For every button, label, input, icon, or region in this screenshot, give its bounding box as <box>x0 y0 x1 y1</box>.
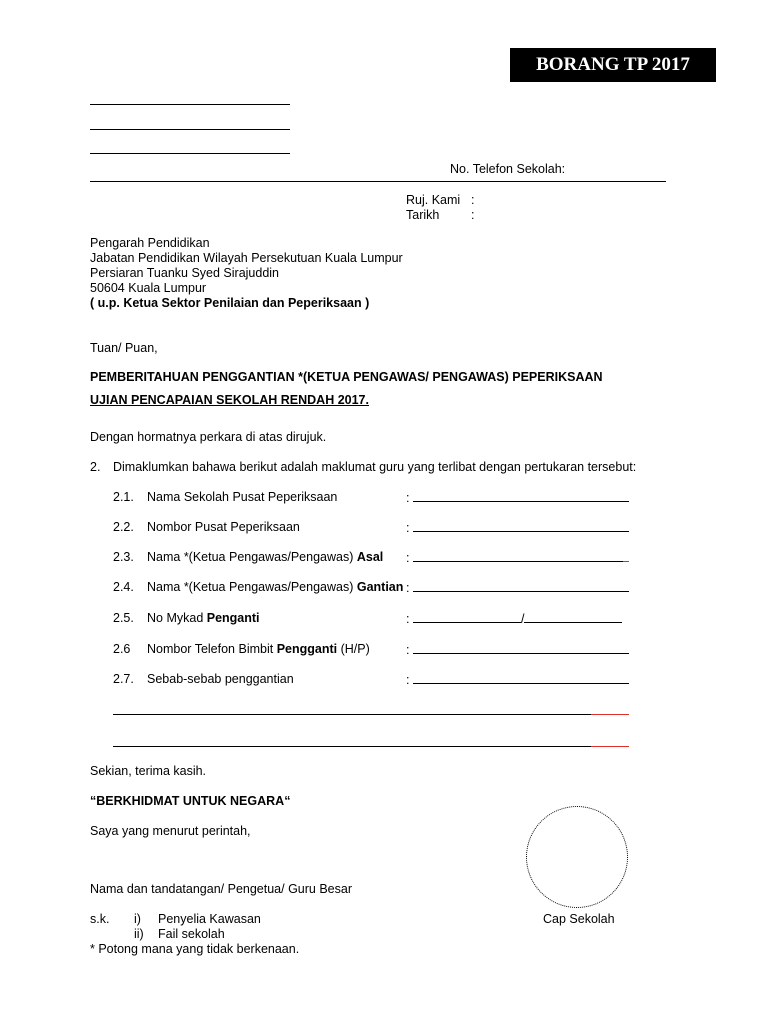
footnote: * Potong mana yang tidak berkenaan. <box>90 942 300 956</box>
sk-item-2: Fail sekolah <box>158 927 225 941</box>
recipient-attention: ( u.p. Ketua Sektor Penilaian dan Peperiksaan ) <box>90 296 370 310</box>
item-label: Nama *(Ketua Pengawas/Pengawas) Gantian <box>147 580 404 594</box>
school-phone-label: No. Telefon Sekolah: <box>450 162 566 176</box>
signature-label: Nama dan tandatangan/ Pengetua/ Guru Besar <box>90 882 352 896</box>
ruj-kami-label: Ruj. Kami <box>406 193 461 207</box>
intro-paragraph: Dengan hormatnya perkara di atas dirujuk. <box>90 430 327 444</box>
subject-line-1: PEMBERITAHUAN PENGGANTIAN *(KETUA PENGAWAS/ PENGAWAS) PEPERIKSAAN <box>90 370 603 384</box>
sk-label: s.k. <box>90 912 110 926</box>
item-field[interactable]: : <box>406 550 629 565</box>
closing: Sekian, terima kasih. <box>90 764 207 778</box>
recipient-line-1: Pengarah Pendidikan <box>90 236 210 250</box>
tarikh-colon: : <box>471 208 475 222</box>
salutation: Tuan/ Puan, <box>90 341 158 355</box>
item-number: 2.6 <box>113 642 131 656</box>
mykad-field[interactable]: : / <box>406 611 622 626</box>
item-field[interactable]: : <box>406 642 629 657</box>
tarikh-label: Tarikh <box>406 208 440 222</box>
form-title: BORANG TP 2017 <box>510 48 716 82</box>
item-field[interactable]: : <box>406 672 629 687</box>
reason-line-1[interactable] <box>113 714 591 715</box>
paragraph-2-number: 2. <box>90 460 101 474</box>
recipient-line-3: Persiaran Tuanku Syed Sirajuddin <box>90 266 280 280</box>
item-label: Nombor Pusat Peperiksaan <box>147 520 300 534</box>
reason-line-2-tail <box>591 746 629 747</box>
item-number: 2.7. <box>113 672 134 686</box>
item-number: 2.5. <box>113 611 134 625</box>
item-label: Nama *(Ketua Pengawas/Pengawas) Asal <box>147 550 384 564</box>
item-field[interactable]: : <box>406 520 629 535</box>
item-number: 2.3. <box>113 550 134 564</box>
recipient-line-4: 50604 Kuala Lumpur <box>90 281 207 295</box>
subject-line-2: UJIAN PENCAPAIAN SEKOLAH RENDAH 2017. <box>90 393 369 407</box>
sender-address-line-1 <box>90 104 290 105</box>
item-number: 2.2. <box>113 520 134 534</box>
sk-item-1-number: i) <box>134 912 141 926</box>
item-field[interactable]: : <box>406 580 629 595</box>
ruj-kami-colon: : <box>471 193 475 207</box>
recipient-line-2: Jabatan Pendidikan Wilayah Persekutuan Kuala Lumpur <box>90 251 403 265</box>
sk-item-2-number: ii) <box>134 927 144 941</box>
obey-line: Saya yang menurut perintah, <box>90 824 251 838</box>
header-separator <box>90 181 666 182</box>
school-stamp-circle <box>526 806 628 908</box>
sk-item-1: Penyelia Kawasan <box>158 912 261 926</box>
item-label: Nombor Telefon Bimbit Pengganti (H/P) <box>147 642 370 656</box>
stamp-label: Cap Sekolah <box>543 912 615 926</box>
sender-address-line-3 <box>90 153 290 154</box>
item-number: 2.4. <box>113 580 134 594</box>
item-label: Nama Sekolah Pusat Peperiksaan <box>147 490 338 504</box>
item-label: Sebab-sebab penggantian <box>147 672 294 686</box>
reason-line-2[interactable] <box>113 746 591 747</box>
item-field[interactable]: : <box>406 490 629 505</box>
paragraph-2-text: Dimaklumkan bahawa berikut adalah maklumat guru yang terlibat dengan pertukaran tersebut: <box>113 460 637 474</box>
item-number: 2.1. <box>113 490 134 504</box>
reason-line-1-tail <box>591 714 629 715</box>
motto: “BERKHIDMAT UNTUK NEGARA“ <box>90 794 291 808</box>
item-label: No Mykad Penganti <box>147 611 260 625</box>
sender-address-line-2 <box>90 129 290 130</box>
